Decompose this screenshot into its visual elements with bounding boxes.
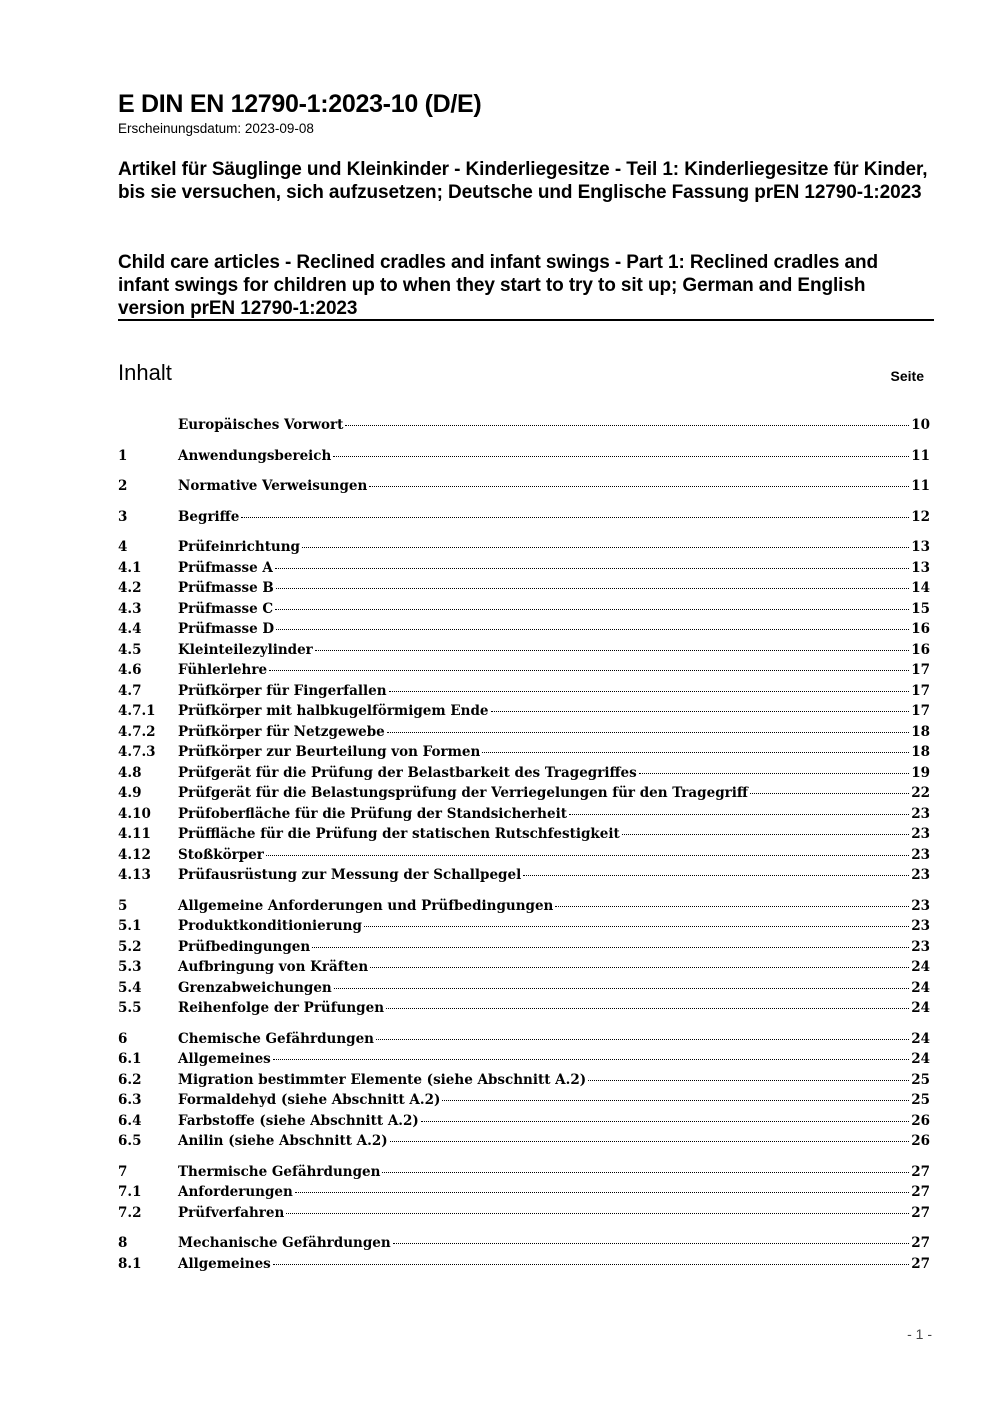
toc-entry-page: 22 xyxy=(911,785,930,801)
toc-entry[interactable] xyxy=(118,1133,930,1154)
toc-leader-dots xyxy=(334,988,909,989)
toc-entry-title: Anilin (siehe Abschnitt A.2) xyxy=(178,1133,388,1149)
toc-entry-title: Produktkonditionierung xyxy=(178,918,362,934)
toc-entry-number: 4.8 xyxy=(118,764,142,781)
toc-entry-page: 17 xyxy=(911,662,930,678)
toc-entry-number: 4.11 xyxy=(118,826,151,842)
toc-entry-page: 24 xyxy=(911,1051,930,1067)
toc-entry-number: 4.7 xyxy=(118,682,142,699)
toc-leader-dots xyxy=(369,486,909,487)
toc-entry-title: Prüfeinrichtung xyxy=(178,539,301,555)
toc-entry[interactable] xyxy=(118,980,930,1001)
toc-entry-page: 17 xyxy=(911,703,930,719)
toc-entry-number: 4.13 xyxy=(118,867,151,883)
toc-entry-number: 5 xyxy=(118,897,128,914)
toc-entry[interactable] xyxy=(118,898,930,919)
toc-entry[interactable] xyxy=(118,509,930,530)
toc-entry-page: 13 xyxy=(911,539,930,555)
toc-entry-title: Prüfkörper zur Beurteilung von Formen xyxy=(178,744,481,760)
toc-entry-number: 4.3 xyxy=(118,600,142,617)
toc-leader-dots xyxy=(276,629,909,630)
toc-entry[interactable] xyxy=(118,785,930,806)
toc-entry-title: Grenzabweichungen xyxy=(178,979,332,996)
title-divider xyxy=(118,319,934,321)
toc-entry-page: 23 xyxy=(911,805,930,822)
toc-leader-dots xyxy=(482,752,909,753)
toc-entry-title: Formaldehyd (siehe Abschnitt A.2) xyxy=(178,1092,441,1108)
toc-entry-page: 13 xyxy=(911,559,930,576)
toc-entry-number: 5.5 xyxy=(118,1000,142,1016)
toc-entry-page: 24 xyxy=(911,979,930,996)
toc-entry[interactable] xyxy=(118,826,930,847)
toc-entry-number: 7.2 xyxy=(118,1204,142,1221)
toc-entry[interactable] xyxy=(118,806,930,827)
toc-entry-number: 3 xyxy=(118,508,128,525)
toc-entry-title: Mechanische Gefährdungen xyxy=(178,1235,391,1251)
toc-entry-title: Europäisches Vorwort xyxy=(178,417,344,433)
toc-entry-page: 19 xyxy=(911,764,930,781)
toc-entry[interactable] xyxy=(118,1205,930,1226)
toc-entry-title: Farbstoffe (siehe Abschnitt A.2) xyxy=(178,1112,419,1129)
toc-leader-dots xyxy=(523,875,909,876)
toc-entry-page: 14 xyxy=(911,580,930,596)
toc-entry-number: 4.7.1 xyxy=(118,703,156,719)
toc-entry[interactable] xyxy=(118,703,930,724)
toc-entry-number: 6.2 xyxy=(118,1071,142,1088)
toc-entry[interactable] xyxy=(118,918,930,939)
toc-entry[interactable] xyxy=(118,417,930,438)
toc-entry[interactable] xyxy=(118,662,930,683)
toc-leader-dots xyxy=(750,793,909,794)
toc-entry-page: 16 xyxy=(911,641,930,658)
toc-entry-number: 4 xyxy=(118,539,128,555)
toc-leader-dots xyxy=(569,814,909,815)
toc-entry[interactable] xyxy=(118,867,930,888)
toc-entry-number: 2 xyxy=(118,478,128,494)
toc-entry-title: Prüfgerät für die Prüfung der Belastbarkeit des Tragegriffes xyxy=(178,764,637,781)
toc-entry-page: 23 xyxy=(911,897,930,914)
toc-entry-title: Thermische Gefährdungen xyxy=(178,1163,381,1180)
toc-entry-page: 11 xyxy=(911,478,930,494)
toc-entry[interactable] xyxy=(118,1164,930,1185)
toc-entry[interactable] xyxy=(118,1113,930,1134)
toc-entry-number: 4.4 xyxy=(118,621,142,637)
toc-entry[interactable] xyxy=(118,448,930,469)
title-english: Child care articles - Reclined cradles and infant swings - Part 1: Reclined cradles and infant swings for children up to when they start to try to sit up; German and English version prEN 12790-1:2023 xyxy=(118,252,878,319)
toc-entry-page: 27 xyxy=(911,1204,930,1221)
toc-entry-page: 26 xyxy=(911,1112,930,1129)
toc-entry-title: Prüfoberfläche für die Prüfung der Standsicherheit xyxy=(178,805,567,822)
toc-entry[interactable] xyxy=(118,621,930,642)
toc-leader-dots xyxy=(389,691,910,692)
toc-entry-title: Kleinteilezylinder xyxy=(178,641,313,658)
toc-entry[interactable] xyxy=(118,1051,930,1072)
toc-leader-dots xyxy=(312,947,909,948)
toc-entry-title: Prüfkörper für Fingerfallen xyxy=(178,682,387,699)
toc-entry-number: 4.12 xyxy=(118,846,151,863)
toc-leader-dots xyxy=(393,1243,910,1244)
toc-entry-number: 1 xyxy=(118,447,128,464)
toc-leader-dots xyxy=(315,650,909,651)
toc-entry-title: Prüfbedingungen xyxy=(178,938,311,955)
toc-leader-dots xyxy=(275,568,909,569)
toc-entry-number: 8 xyxy=(118,1235,128,1251)
document-id: E DIN EN 12790-1:2023-10 (D/E) xyxy=(118,90,482,118)
toc-entry-title: Prüffläche für die Prüfung der statischen Rutschfestigkeit xyxy=(178,826,620,842)
toc-entry-page: 16 xyxy=(911,621,930,637)
toc-leader-dots xyxy=(273,1059,909,1060)
toc-entry-page: 23 xyxy=(911,918,930,934)
toc-entry-page: 25 xyxy=(911,1092,930,1108)
toc-entry-page: 24 xyxy=(911,1000,930,1016)
toc-entry-title: Prüfausrüstung zur Messung der Schallpegel xyxy=(178,867,522,883)
toc-entry-number: 6.5 xyxy=(118,1133,142,1149)
toc-entry[interactable] xyxy=(118,847,930,868)
toc-entry-number: 8.1 xyxy=(118,1255,142,1272)
toc-entry-page: 23 xyxy=(911,846,930,863)
toc-entry-title: Prüfmasse B xyxy=(178,580,274,596)
toc-entry-page: 24 xyxy=(911,1030,930,1047)
toc-leader-dots xyxy=(588,1080,909,1081)
toc-entry[interactable] xyxy=(118,1256,930,1277)
toc-leader-dots xyxy=(555,906,909,907)
toc-leader-dots xyxy=(273,1264,909,1265)
toc-entry-page: 23 xyxy=(911,826,930,842)
toc-entry-page: 15 xyxy=(911,600,930,617)
toc-entry-number: 7.1 xyxy=(118,1184,142,1200)
toc-entry-page: 27 xyxy=(911,1255,930,1272)
toc-entry-title: Prüfverfahren xyxy=(178,1204,285,1221)
toc-entry-page: 25 xyxy=(911,1071,930,1088)
toc-entry-title: Anforderungen xyxy=(178,1184,293,1200)
toc-entry[interactable] xyxy=(118,724,930,745)
toc-entry-page: 11 xyxy=(911,447,930,464)
toc-leader-dots xyxy=(376,1039,909,1040)
toc-entry-title: Stoßkörper xyxy=(178,846,264,863)
toc-leader-dots xyxy=(387,732,909,733)
toc-entry[interactable] xyxy=(118,683,930,704)
toc-entry-title: Prüfkörper mit halbkugelförmigem Ende xyxy=(178,703,489,719)
toc-entry-page: 27 xyxy=(911,1184,930,1200)
toc-entry-title: Allgemeines xyxy=(178,1255,271,1272)
toc-leader-dots xyxy=(333,456,909,457)
toc-entry-title: Begriffe xyxy=(178,508,240,525)
toc-entry-number: 4.10 xyxy=(118,805,151,822)
toc-entry-page: 26 xyxy=(911,1133,930,1149)
toc-leader-dots xyxy=(266,855,909,856)
toc-entry-number: 4.1 xyxy=(118,559,142,576)
toc-leader-dots xyxy=(390,1141,910,1142)
toc-entry-page: 12 xyxy=(911,508,930,525)
toc-leader-dots xyxy=(386,1008,909,1009)
toc-entry-number: 4.5 xyxy=(118,641,142,658)
toc-leader-dots xyxy=(241,517,909,518)
toc-entry-page: 23 xyxy=(911,867,930,883)
toc-entry-title: Allgemeine Anforderungen und Prüfbedingungen xyxy=(178,897,554,914)
toc-entry[interactable] xyxy=(118,1235,930,1256)
toc-entry[interactable] xyxy=(118,560,930,581)
toc-entry[interactable] xyxy=(118,765,930,786)
toc-leader-dots xyxy=(622,834,909,835)
toc-leader-dots xyxy=(639,773,909,774)
toc-entry-title: Allgemeines xyxy=(178,1051,271,1067)
toc-leader-dots xyxy=(275,609,909,610)
toc-entry[interactable] xyxy=(118,539,930,560)
toc-entry[interactable] xyxy=(118,1092,930,1113)
toc-entry-number: 5.1 xyxy=(118,918,142,934)
toc-leader-dots xyxy=(382,1172,909,1173)
toc-entry-title: Reihenfolge der Prüfungen xyxy=(178,1000,385,1016)
toc-leader-dots xyxy=(370,967,909,968)
toc-entry-title: Chemische Gefährdungen xyxy=(178,1030,375,1047)
toc-entry-title: Prüfmasse C xyxy=(178,600,274,617)
toc-entry-title: Anwendungsbereich xyxy=(178,447,332,464)
toc-entry-page: 23 xyxy=(911,938,930,955)
title-german: Artikel für Säuglinge und Kleinkinder - Kinderliegesitze - Teil 1: Kinderliegesitze für Kinder, bis sie versuchen, sich aufzusetzen; Deutsche und Englische Fassung prEN 12790-1:2023 xyxy=(118,159,928,203)
toc-entry[interactable] xyxy=(118,1072,930,1093)
toc-entry-title: Fühlerlehre xyxy=(178,662,268,678)
toc-entry-number: 4.6 xyxy=(118,662,142,678)
toc-entry-page: 17 xyxy=(911,682,930,699)
toc-entry-number: 4.9 xyxy=(118,785,142,801)
toc-entry-page: 27 xyxy=(911,1163,930,1180)
toc-leader-dots xyxy=(491,711,910,712)
toc-entry[interactable] xyxy=(118,580,930,601)
toc-leader-dots xyxy=(442,1100,909,1101)
toc-entry[interactable] xyxy=(118,478,930,499)
toc-entry-page: 24 xyxy=(911,959,930,975)
contents-heading: Inhalt xyxy=(118,360,172,385)
toc-entry-number: 6.4 xyxy=(118,1112,142,1129)
toc-entry-page: 27 xyxy=(911,1235,930,1251)
toc-entry-number: 5.4 xyxy=(118,979,142,996)
toc-entry[interactable] xyxy=(118,744,930,765)
toc-entry-number: 5.2 xyxy=(118,938,142,955)
toc-entry[interactable] xyxy=(118,939,930,960)
toc-entry-title: Migration bestimmter Elemente (siehe Abschnitt A.2) xyxy=(178,1071,587,1088)
toc-entry[interactable] xyxy=(118,1031,930,1052)
toc-leader-dots xyxy=(364,926,909,927)
toc-entry-number: 4.7.2 xyxy=(118,723,156,740)
toc-entry-page: 18 xyxy=(911,744,930,760)
toc-entry-title: Prüfkörper für Netzgewebe xyxy=(178,723,385,740)
toc-entry-page: 18 xyxy=(911,723,930,740)
toc-leader-dots xyxy=(286,1213,909,1214)
toc-entry-number: 6 xyxy=(118,1030,128,1047)
page-column-label: Seite xyxy=(890,368,924,384)
toc-entry-number: 5.3 xyxy=(118,959,142,975)
toc-entry-title: Prüfgerät für die Belastungsprüfung der Verriegelungen für den Tragegriff xyxy=(178,785,748,801)
toc-entry-title: Aufbringung von Kräften xyxy=(178,959,369,975)
table-of-contents xyxy=(118,417,930,1276)
toc-entry-number: 4.7.3 xyxy=(118,744,156,760)
page-number: - 1 - xyxy=(907,1326,932,1342)
toc-leader-dots xyxy=(276,588,909,589)
toc-entry[interactable] xyxy=(118,1184,930,1205)
toc-leader-dots xyxy=(302,547,909,548)
toc-leader-dots xyxy=(269,670,909,671)
toc-leader-dots xyxy=(421,1121,909,1122)
toc-entry-title: Normative Verweisungen xyxy=(178,478,368,494)
toc-leader-dots xyxy=(295,1192,909,1193)
toc-entry-number: 4.2 xyxy=(118,580,142,596)
publication-date: Erscheinungsdatum: 2023-09-08 xyxy=(118,121,314,136)
toc-entry-title: Prüfmasse A xyxy=(178,559,273,576)
toc-entry[interactable] xyxy=(118,601,930,622)
toc-entry-number: 6.3 xyxy=(118,1092,142,1108)
toc-entry[interactable] xyxy=(118,1000,930,1021)
toc-entry-title: Prüfmasse D xyxy=(178,621,275,637)
toc-leader-dots xyxy=(345,425,909,426)
toc-entry-number: 6.1 xyxy=(118,1051,142,1067)
toc-entry[interactable] xyxy=(118,959,930,980)
toc-entry-number: 7 xyxy=(118,1163,128,1180)
toc-entry[interactable] xyxy=(118,642,930,663)
toc-entry-page: 10 xyxy=(911,417,930,433)
